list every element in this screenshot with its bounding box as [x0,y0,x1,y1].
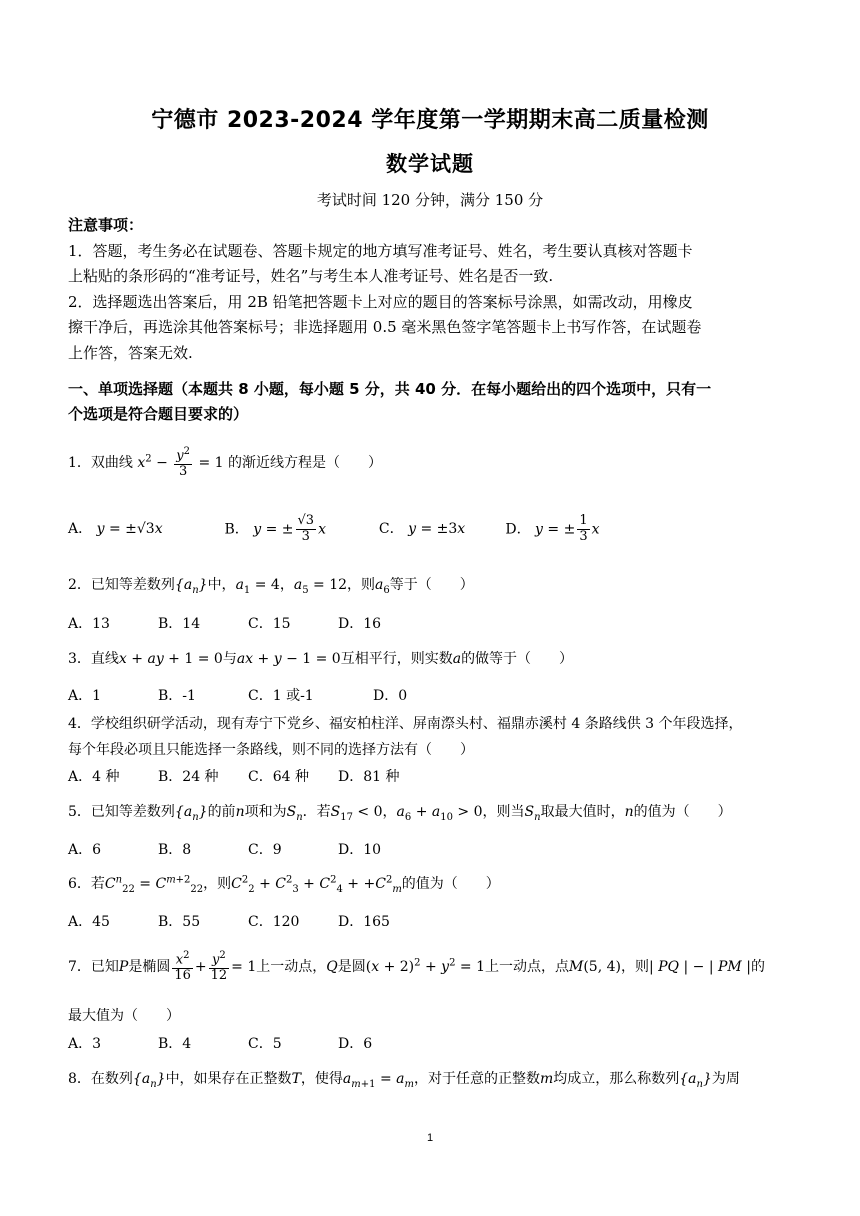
exam-subtitle: 数学试题 [386,152,474,176]
notice-heading: 注意事项： [68,216,144,234]
q4-option-a[interactable]: A．4 种 [68,769,120,785]
q3-option-b[interactable]: B．-1 [158,688,196,704]
question-2-prefix: 2．已知等差数列 [68,577,175,593]
q7-option-c[interactable]: C．5 [248,1036,282,1052]
question-7-text: 是圆 [337,959,366,976]
section1-heading-line-1: 一、单项选择题（本题共 8 小题，每小题 5 分，共 40 分．在每小题给出的四个选项中，只有一 [68,380,712,398]
question-8-text: ，对于任意的正整数 [413,1071,540,1087]
q6-option-a[interactable]: A．45 [68,914,110,930]
question-7-text: 上一动点， [256,959,327,976]
q1-option-a[interactable]: A． y = ±√3x [68,521,163,538]
q5-option-b[interactable]: B．8 [158,842,192,858]
question-1-suffix: 的渐近线方程是（ ） [228,455,383,472]
option-label: A． [68,521,93,538]
question-1-formula: $x^2$ − $\frac{y^2}{3}$ = 1 [137,446,224,480]
exam-title: 宁德市 2023-2024 学年度第一学期期末高二质量检测 [151,108,709,133]
question-7-prefix: 7．已知 [68,959,119,976]
question-2-text: ，则 [347,577,376,593]
question-6-text: ，则 [203,876,232,892]
question-3-text: 互相平行，则实数 [340,651,453,667]
q3-option-a[interactable]: A．1 [68,688,102,704]
question-3-text: 与 [222,651,237,667]
q7-option-b[interactable]: B．4 [158,1036,192,1052]
question-5: 5．已知等差数列$\{a_n\}$的前n项和为$S_n$．若$S_{17} < 0$，$a_6 + a_{10} > 0$，则当$S_n$取最大值时，n的值为（ ） [68,804,732,823]
question-7-text: ，则 [620,959,649,976]
question-5-options [68,839,381,859]
q3-option-d[interactable]: D．0 [373,688,408,704]
question-4-options [68,766,400,786]
question-7: 7．已知P是椭圆 $\frac{x^2}{16}$ + $\frac{y^2}{12}$ = 1上一动点，Q是圆$(x + 2)^2 + y^2 = 1$上一动点，点M(5, 4)，则| PQ | − | PM |的 [68,950,765,984]
notice-item-1-line-1: 1．答题，考生务必在试题卷、答题卡规定的地方填写准考证号、姓名，考生要认真核对答题卡 [68,242,693,260]
question-1 [68,446,798,480]
q5-option-a[interactable]: A．6 [68,842,102,858]
q2-option-a[interactable]: A．13 [68,616,110,632]
q6-option-c[interactable]: C．120 [248,914,300,930]
question-2-text: ， [279,577,294,593]
question-5-text: ．若 [302,804,331,820]
question-8-text: 均成立，那么称数列 [553,1071,680,1087]
question-3-suffix: 的做等于（ ） [461,651,574,667]
question-5-prefix: 5．已知等差数列 [68,804,175,820]
q2-option-b[interactable]: B．14 [158,616,201,632]
q4-option-d[interactable]: D．81 种 [338,769,400,785]
question-8-suffix: 为周 [711,1071,740,1087]
q7-option-d[interactable]: D．6 [338,1036,373,1052]
option-label: D． [505,521,531,538]
question-8-text: ，使得 [300,1071,343,1087]
question-2-text: 中， [207,577,236,593]
question-7-options [68,1033,372,1053]
question-3-prefix: 3．直线 [68,651,119,667]
section1-heading-line-2: 个选项是符合题目要求的） [68,405,249,423]
question-8: 8．在数列$\{a_n\}$中，如果存在正整数T，使得$a_{m+1} = a_m$，对于任意的正整数m均成立，那么称数列$\{a_n\}$为周 [68,1071,740,1090]
question-8-prefix: 8．在数列 [68,1071,133,1087]
question-7-text: 上一动点，点 [484,959,569,976]
question-1-prefix: 1．双曲线 [68,455,133,472]
q6-option-d[interactable]: D．165 [338,914,390,930]
page-number: 1 [426,1132,434,1144]
q2-option-d[interactable]: D．16 [338,616,382,632]
q3-option-c[interactable]: C．1 或-1 [248,688,314,704]
question-5-text: 项和为 [244,804,287,820]
question-4-line-1: 4．学校组织研学活动，现有寿宁下党乡、福安柏柱洋、屏南漈头村、福鼎赤溪村 4 条路线供 3 个年段选择， [68,716,743,732]
q4-option-b[interactable]: B．24 种 [158,769,219,785]
option-label: B． [224,521,249,538]
question-2: 2．已知等差数列$\{a_n\}$中，$a_1 = 4$，$a_5 = 12$，则$a_6$等于（ ） [68,577,474,596]
question-4-line-2: 每个年段必项且只能选择一条路线，则不同的选择方法有（ ） [68,742,474,758]
question-3-options [68,685,407,705]
notice-item-2-line-3: 上作答，答案无效. [68,344,193,362]
q4-option-c[interactable]: C．64 种 [248,769,309,785]
notice-item-2-line-1: 2．选择题选出答案后，用 2B 铅笔把答题卡上对应的题目的答案标号涂黑，如需改动，用橡皮 [68,293,693,311]
question-5-text: 取最大值时， [540,804,625,820]
q1-option-c[interactable]: C． y = ±3x [378,521,466,538]
notice-item-2-line-2: 擦干净后，再选涂其他答案标号；非选择题用 0.5 毫米黑色签字笔答题卡上书写作答，在试题卷 [68,318,702,336]
question-6-prefix: 6．若 [68,876,105,892]
question-5-suffix: 的值为（ ） [633,804,732,820]
option-label: C． [378,521,404,538]
exam-info: 考试时间 120 分钟，满分 150 分 [316,191,544,209]
question-6-options [68,911,390,931]
q7-option-a[interactable]: A．3 [68,1036,102,1052]
q5-option-d[interactable]: D．10 [338,842,382,858]
question-7-text: 是椭圆 [128,959,171,976]
question-6: 6．若$C^n_{22} = C^{m+2}_{22}$，则$C^2_2 + C^2_3 + C^2_4 + +C^2_m$的值为（ ） [68,874,500,895]
notice-item-1-line-2: 上粘贴的条形码的“准考证号，姓名”与考生本人准考证号、姓名是否一致. [68,267,554,285]
question-2-options [68,613,381,633]
q5-option-c[interactable]: C．9 [248,842,282,858]
q1-option-d[interactable]: D． y = ± $\frac{1}{3}$ x [505,513,600,544]
q1-option-b[interactable]: B． y = ± $\frac{√3}{3}$ x [224,513,326,544]
question-3: 3．直线x + ay + 1 = 0与ax + y − 1 = 0互相平行，则实数a的做等于（ ） [68,651,574,667]
question-8-text: 中，如果存在正整数 [165,1071,292,1087]
question-5-text: ，则当 [482,804,525,820]
q6-option-b[interactable]: B．55 [158,914,201,930]
question-5-text: ， [382,804,397,820]
question-6-suffix: 的值为（ ） [401,876,500,892]
question-5-text: 的前 [207,804,236,820]
question-7-line-2: 最大值为（ ） [68,1008,180,1024]
question-1-options [68,514,600,545]
question-2-suffix: 等于（ ） [389,577,474,593]
question-7-suffix: 的 [750,959,765,976]
q2-option-c[interactable]: C．15 [248,616,291,632]
